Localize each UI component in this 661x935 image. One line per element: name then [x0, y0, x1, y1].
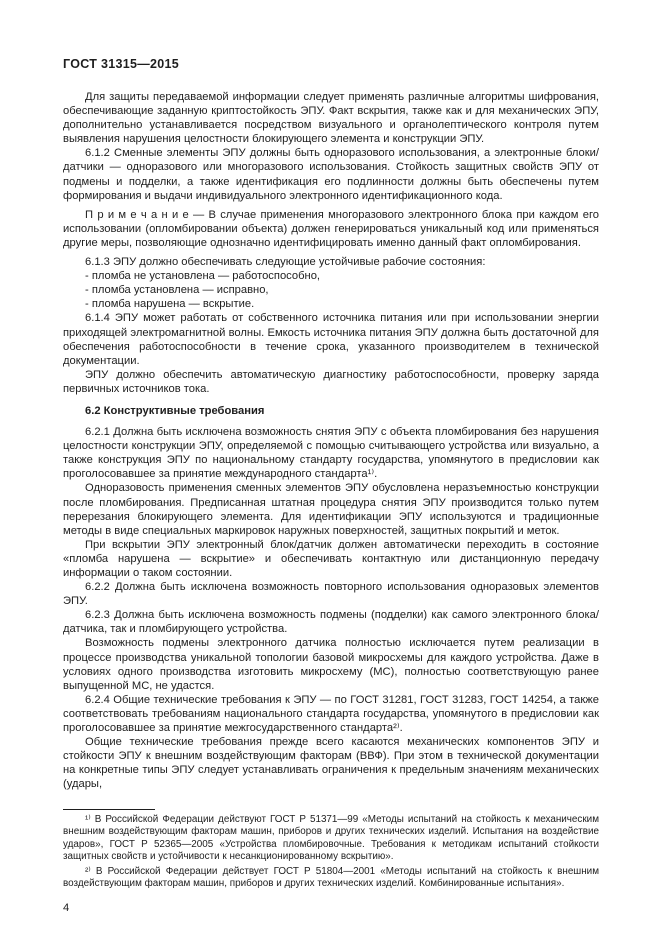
- footnote-1: ¹⁾ В Российской Федерации действуют ГОСТ Р 51371—99 «Методы испытаний на стойкость к механическим внешним воздействующим факторам машин, приборов и других технических изделий. Испытания на воздействие ударов», ГОСТ Р 52365—2005 «Устройства пломбировочные. Требования к методикам испытаний стойкости защитных свойств и устойчивости к несанкционированному вскрытию».: [63, 813, 599, 863]
- paragraph-6-1-4: 6.1.4 ЭПУ может работать от собственного источника питания или при использовании энергии приходящей электромагнитной волны. Емкость источника питания ЭПУ должна быть достаточной для обеспечения работоспособности в течение срока, указанного производителем в технической документации.: [63, 312, 599, 367]
- paragraph-6-2-4: 6.2.4 Общие технические требования к ЭПУ — по ГОСТ 31281, ГОСТ 31283, ГОСТ 14254, а также соответствовать требованиям национального стандарта государства, упомянутого в предисловии как проголосовавшее за принятие межгосударственного стандарта²⁾.: [63, 693, 599, 735]
- document-header-title: ГОСТ 31315—2015: [63, 57, 180, 71]
- list-item-seal-broken: - пломба нарушена — вскрытие.: [85, 298, 255, 311]
- paragraph-6-2-1-single-use: Одноразовость применения сменных элементов ЭПУ обусловлена неразъемностью конструкции после пломбирования. Предписанная штатная процедура снятия ЭПУ производится только путем перерезания блокирующего элемента. Для идентификации ЭПУ используются и традиционные методы в виде специальных маркировок наружных поверхностей, защитных покрытий и меток.: [63, 482, 599, 537]
- page-number: 4: [63, 902, 70, 915]
- paragraph-6-2-4-vvf: Общие технические требования прежде всего касаются механических компонентов ЭПУ и стойкости ЭПУ к внешним воздействующим факторам (ВВФ). При этом в технической документации на конкретные типы ЭПУ следует устанавливать ограничения к предельным значениям механических (удары,: [63, 736, 599, 791]
- paragraph-6-2-1-opening-state: При вскрытии ЭПУ электронный блок/датчик должен автоматически переходить в состояние «пломба нарушена — вскрытие» и обеспечивать контактную или дистанционную передачу информации о таком состоянии.: [63, 538, 599, 579]
- footnotes-section: [63, 809, 599, 892]
- note-paragraph: П р и м е ч а н и е — В случае применения многоразового электронного блока при каждом его использовании (опломбировании объекта) должен генерироваться уникальный код или применяться другие меры, позволяющие однозначно идентифицировать именно данный факт опломбирования.: [63, 208, 599, 249]
- paragraph-intro: Для защиты передаваемой информации следует применять различные алгоритмы шифрования, обеспечивающие заданную криптостойкость ЭПУ. Факт вскрытия, также как и для механических ЭПУ, дополнительно устанавливается посредством визуального и органолептического контроля путем выявления нарушения целостности блокирующего элемента и конструкции ЭПУ.: [63, 91, 599, 146]
- paragraph-6-1-2: 6.1.2 Сменные элементы ЭПУ должны быть одноразового использования, а электронные блоки/датчики — одноразового или многоразового использования. Стойкость защитных свойств ЭПУ от подмены и подделки, а также идентификация его подлинности должны быть обеспечены путем формирования и выдачи индивидуального электронного идентификационного кода.: [63, 147, 599, 202]
- list-item-seal-installed: - пломба установлена — исправно,: [85, 284, 269, 297]
- section-heading-6-2: 6.2 Конструктивные требования: [85, 404, 265, 417]
- paragraph-6-2-2: 6.2.2 Должна быть исключена возможность повторного использования одноразовых элементов ЭПУ.: [63, 581, 599, 608]
- footnote-2: ²⁾ В Российской Федерации действует ГОСТ Р 51804—2001 «Методы испытаний на стойкость к внешним воздействующим факторам машин, приборов и других технических изделий. Комбинированные испытания».: [63, 865, 599, 890]
- document-body: [63, 90, 599, 792]
- footnote-divider: [63, 809, 155, 810]
- list-item-seal-not-installed: - пломба не установлена — работоспособно,: [85, 270, 321, 283]
- paragraph-6-2-3: 6.2.3 Должна быть исключена возможность подмены (подделки) как самого электронного блока/датчика, так и пломбирующего устройства.: [63, 609, 599, 636]
- paragraph-6-1-3: 6.1.3 ЭПУ должно обеспечивать следующие устойчивые рабочие состояния:: [85, 256, 486, 269]
- paragraph-6-2-1: 6.2.1 Должна быть исключена возможность снятия ЭПУ с объекта пломбирования без нарушения целостности конструкции ЭПУ, определяемой с помощью считывающего устройства или визуально, а также конструкция ЭПУ по национальному стандарту государства, упомянутого в предисловии как проголосовавшее за принятие международного стандарта¹⁾.: [63, 426, 599, 481]
- paragraph-6-1-4-diagnostics: ЭПУ должно обеспечить автоматическую диагностику работоспособности, проверку заряда первичных источников тока.: [63, 368, 599, 395]
- paragraph-6-2-3-topology: Возможность подмены электронного датчика полностью исключается путем реализации в процессе производства уникальной топологии базовой микросхемы для каждого устройства. Даже в условиях одного производства изготовить микросхему (МС), полностью соответствующую ранее выпущенной МС, не удастся.: [63, 637, 599, 692]
